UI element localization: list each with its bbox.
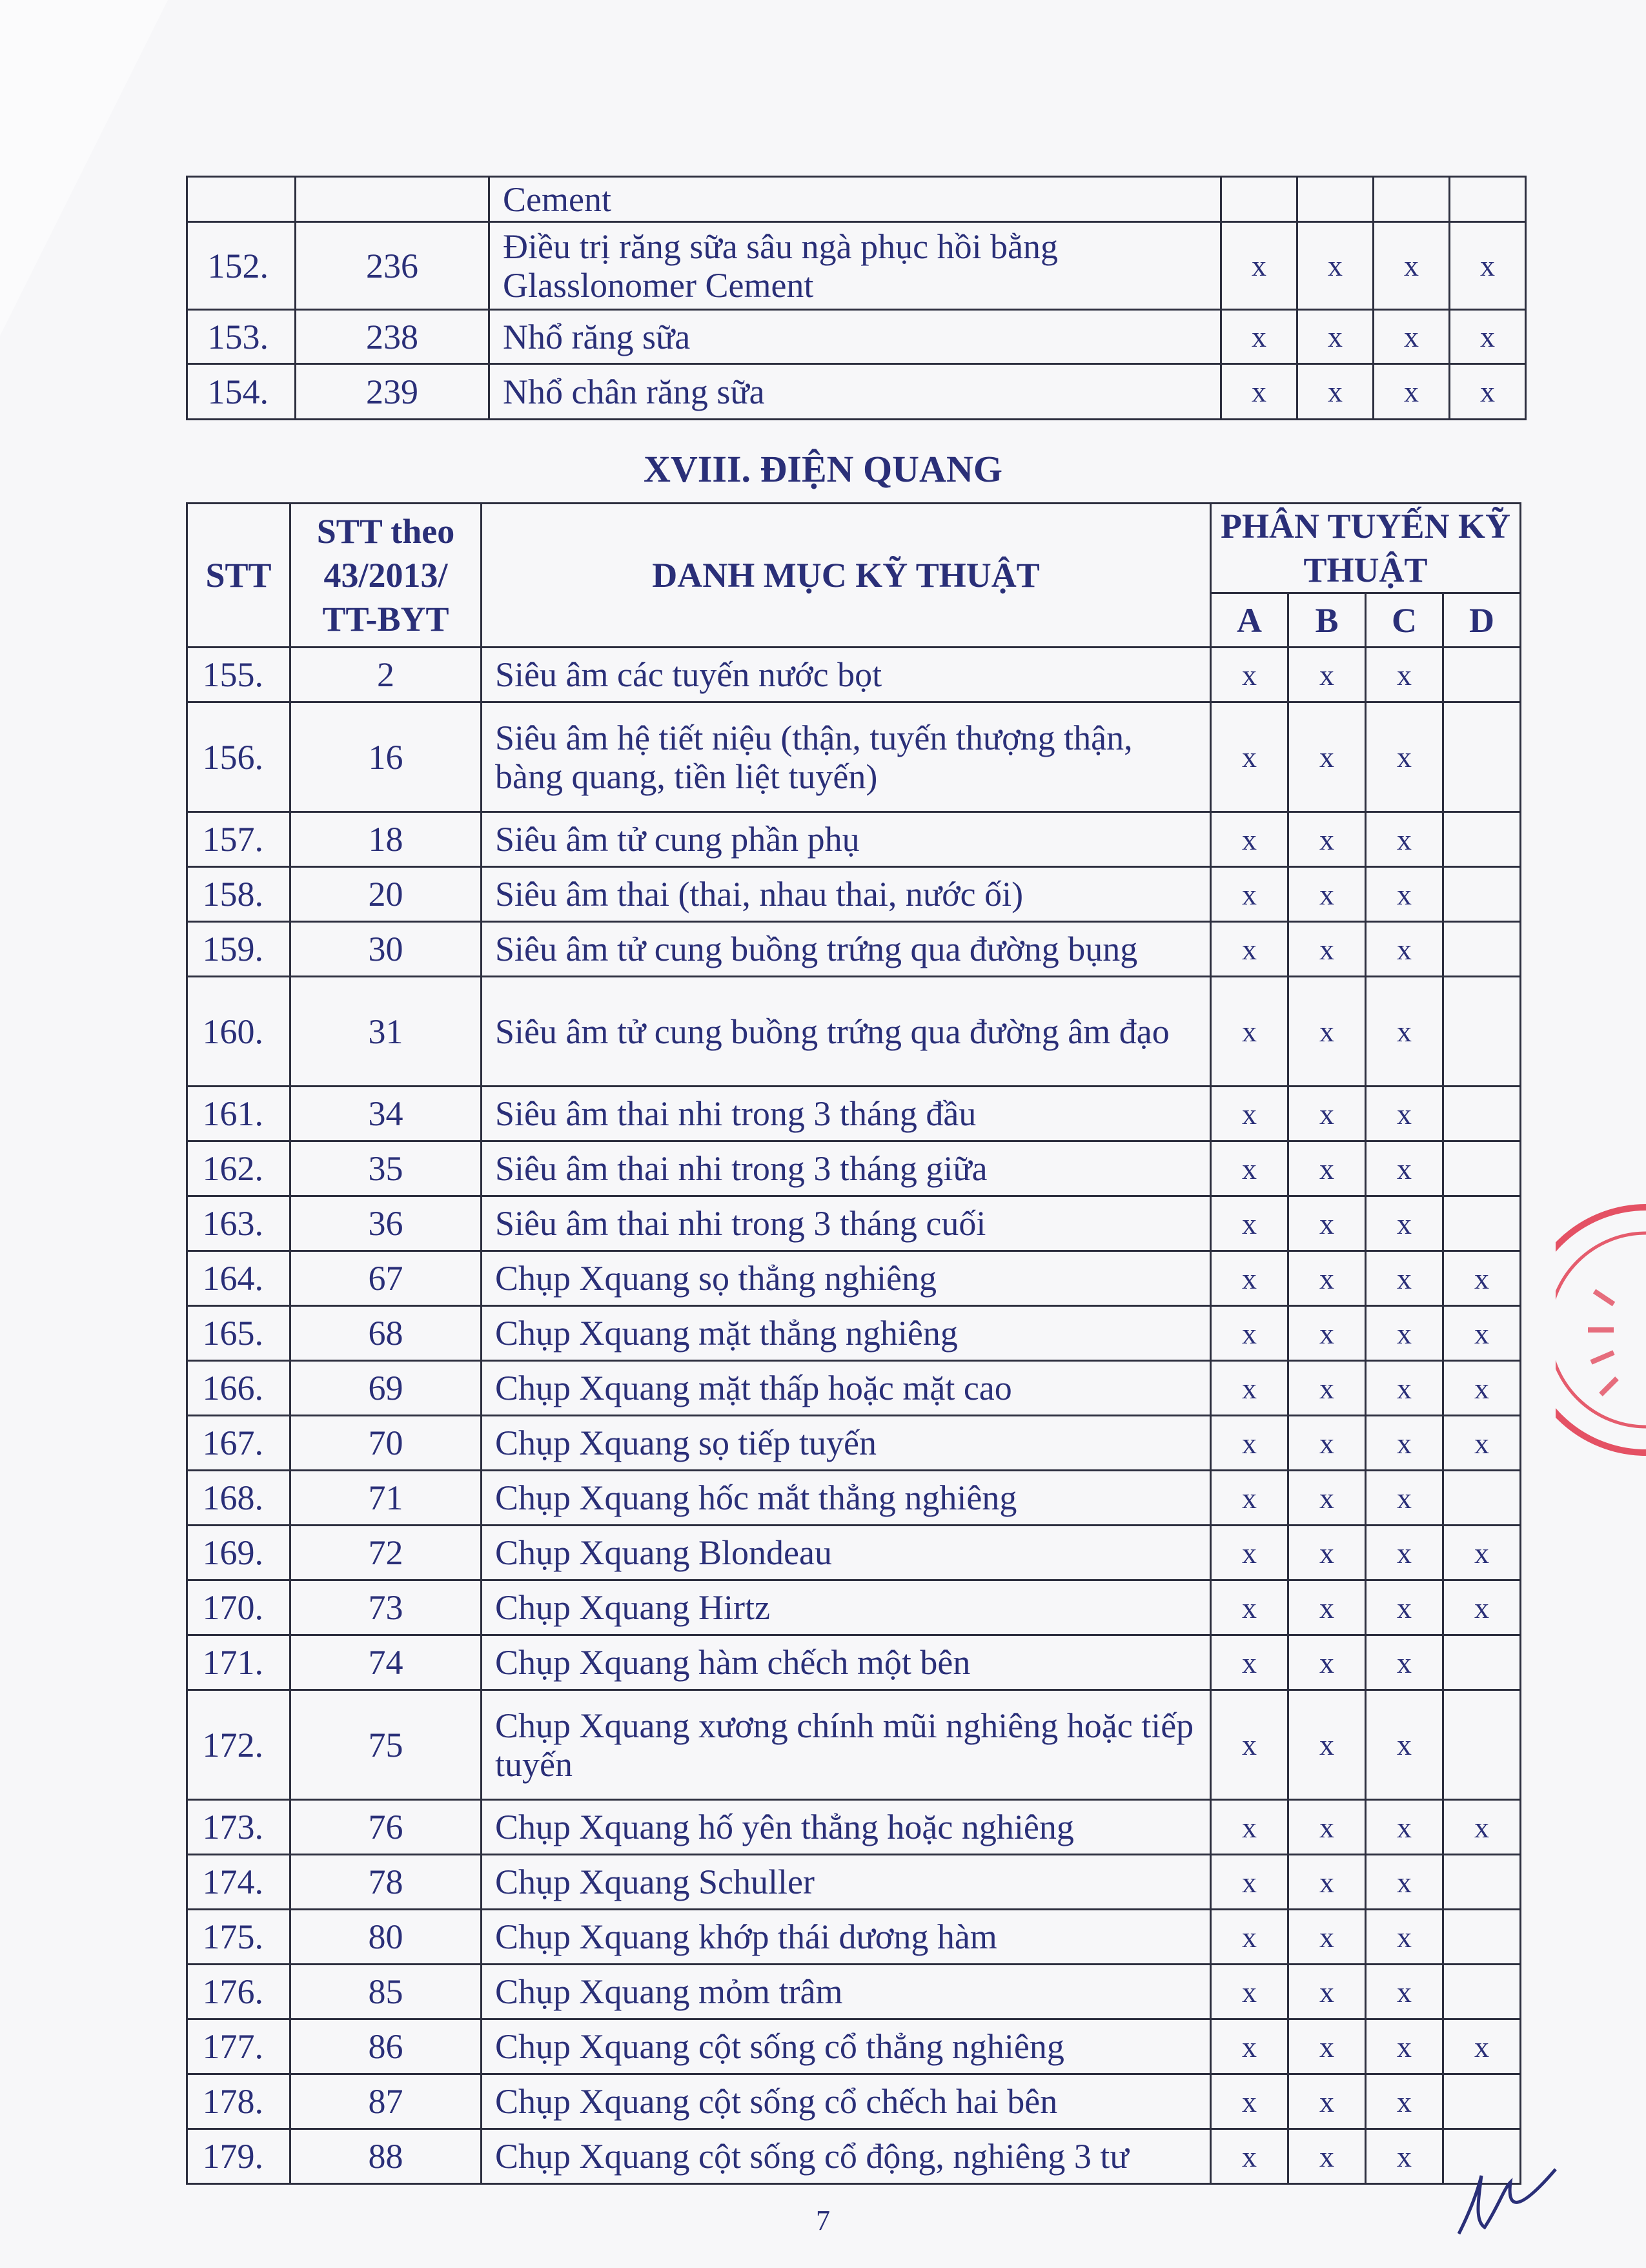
technique-name: Chụp Xquang mặt thấp hoặc mặt cao (482, 1361, 1211, 1416)
row-number: 175. (187, 1910, 290, 1965)
level-d-mark (1443, 648, 1521, 702)
technique-name: Chụp Xquang hốc mắt thẳng nghiêng (482, 1471, 1211, 1526)
row-number: 162. (187, 1141, 290, 1196)
table-row (187, 1855, 1521, 1910)
level-b-mark: x (1288, 1306, 1366, 1361)
technique-name: Chụp Xquang Hirtz (482, 1580, 1211, 1635)
level-a-mark: x (1211, 1251, 1288, 1306)
level-a-mark: x (1211, 1087, 1288, 1141)
level-c-mark: x (1366, 1910, 1443, 1965)
row-reference: 78 (290, 1855, 482, 1910)
row-number: 158. (187, 867, 290, 922)
technique-table (186, 502, 1521, 2185)
level-a-mark: x (1211, 1141, 1288, 1196)
table-row (187, 2074, 1521, 2129)
level-c-mark: x (1366, 648, 1443, 702)
row-number: 160. (187, 977, 290, 1087)
level-c-mark: x (1366, 1690, 1443, 1800)
header-c: C (1366, 593, 1443, 648)
level-c-mark: x (1366, 1416, 1443, 1471)
level-b-mark: x (1297, 364, 1374, 420)
level-d-mark: x (1450, 310, 1526, 364)
level-b-mark: x (1288, 1471, 1366, 1526)
header-a: A (1211, 593, 1288, 648)
row-reference: 30 (290, 922, 482, 977)
row-number: 172. (187, 1690, 290, 1800)
technique-name: Siêu âm tử cung buồng trứng qua đường âm đạo (482, 977, 1211, 1087)
row-number: 173. (187, 1800, 290, 1855)
technique-name: Chụp Xquang xương chính mũi nghiêng hoặc tiếp tuyến (482, 1690, 1211, 1800)
header-stt: STT (187, 504, 290, 648)
level-b-mark: x (1288, 1141, 1366, 1196)
row-number: 154. (187, 364, 296, 420)
page-number: 7 (816, 2205, 830, 2236)
table-header (187, 504, 1521, 648)
level-c-mark: x (1366, 1196, 1443, 1251)
row-reference: 73 (290, 1580, 482, 1635)
level-b-mark: x (1288, 1416, 1366, 1471)
level-b-mark: x (1288, 1087, 1366, 1141)
technique-name: Siêu âm thai nhi trong 3 tháng cuối (482, 1196, 1211, 1251)
level-d-mark: x (1443, 1306, 1521, 1361)
row-number: 179. (187, 2129, 290, 2184)
table-row (187, 177, 1526, 222)
level-d-mark: x (1443, 1251, 1521, 1306)
row-reference: 238 (296, 310, 489, 364)
level-d-mark (1443, 812, 1521, 867)
technique-name: Nhổ răng sữa (489, 310, 1221, 364)
table-row (187, 1141, 1521, 1196)
header-ref: STT theo 43/2013/ TT-BYT (290, 504, 482, 648)
level-c-mark: x (1366, 812, 1443, 867)
technique-name: Chụp Xquang cột sống cổ động, nghiêng 3 tư (482, 2129, 1211, 2184)
level-d-mark (1443, 1965, 1521, 2019)
technique-name: Chụp Xquang cột sống cổ chếch hai bên (482, 2074, 1211, 2129)
table-row (187, 1690, 1521, 1800)
level-b-mark: x (1288, 1251, 1366, 1306)
level-a-mark: x (1211, 1910, 1288, 1965)
technique-name: Siêu âm thai nhi trong 3 tháng đầu (482, 1087, 1211, 1141)
row-reference: 80 (290, 1910, 482, 1965)
table-row (187, 1087, 1521, 1141)
level-d-mark (1443, 1471, 1521, 1526)
level-d-mark: x (1450, 364, 1526, 420)
level-b-mark: x (1288, 1580, 1366, 1635)
level-a-mark: x (1211, 867, 1288, 922)
row-reference: 70 (290, 1416, 482, 1471)
row-reference (296, 177, 489, 222)
row-number: 170. (187, 1580, 290, 1635)
level-b-mark: x (1288, 2129, 1366, 2184)
row-reference: 68 (290, 1306, 482, 1361)
level-b-mark: x (1288, 922, 1366, 977)
table-row (187, 1635, 1521, 1690)
level-b-mark (1297, 177, 1374, 222)
level-c-mark: x (1366, 922, 1443, 977)
section-title: XVIII. ĐIỆN QUANG (644, 448, 1002, 490)
technique-name: Siêu âm hệ tiết niệu (thận, tuyến thượng thận, bàng quang, tiền liệt tuyến) (482, 702, 1211, 812)
level-a-mark: x (1211, 1965, 1288, 2019)
level-d-mark (1443, 977, 1521, 1087)
level-c-mark: x (1366, 1965, 1443, 2019)
level-c-mark: x (1374, 222, 1450, 310)
level-c-mark: x (1366, 1800, 1443, 1855)
technique-name: Chụp Xquang hố yên thẳng hoặc nghiêng (482, 1800, 1211, 1855)
level-c-mark: x (1366, 867, 1443, 922)
level-c-mark: x (1374, 364, 1450, 420)
level-a-mark: x (1211, 1855, 1288, 1910)
row-reference: 72 (290, 1526, 482, 1580)
technique-name: Chụp Xquang mặt thẳng nghiêng (482, 1306, 1211, 1361)
level-b-mark: x (1288, 648, 1366, 702)
level-b-mark: x (1288, 2074, 1366, 2129)
row-number: 168. (187, 1471, 290, 1526)
level-c-mark: x (1366, 2019, 1443, 2074)
table-row (187, 702, 1521, 812)
level-c-mark: x (1366, 1471, 1443, 1526)
level-d-mark (1443, 1690, 1521, 1800)
level-a-mark: x (1221, 310, 1297, 364)
table-row (187, 977, 1521, 1087)
level-b-mark: x (1288, 812, 1366, 867)
page-corner-fold (0, 0, 168, 336)
table-row (187, 1416, 1521, 1471)
level-a-mark: x (1211, 2019, 1288, 2074)
level-a-mark (1221, 177, 1297, 222)
row-reference: 36 (290, 1196, 482, 1251)
row-reference: 31 (290, 977, 482, 1087)
row-number: 155. (187, 648, 290, 702)
level-a-mark: x (1211, 1196, 1288, 1251)
level-a-mark: x (1211, 1471, 1288, 1526)
table-row (187, 812, 1521, 867)
level-c-mark: x (1366, 2129, 1443, 2184)
row-number: 176. (187, 1965, 290, 2019)
level-a-mark: x (1211, 977, 1288, 1087)
row-number: 152. (187, 222, 296, 310)
technique-name: Siêu âm tử cung phần phụ (482, 812, 1211, 867)
level-c-mark: x (1366, 1306, 1443, 1361)
table-body (187, 648, 1521, 2184)
header-group: PHÂN TUYẾN KỸ THUẬT (1211, 504, 1521, 593)
level-b-mark: x (1288, 1635, 1366, 1690)
row-number: 174. (187, 1855, 290, 1910)
row-reference: 74 (290, 1635, 482, 1690)
row-number: 178. (187, 2074, 290, 2129)
red-seal-stamp (1556, 1194, 1646, 1466)
level-a-mark: x (1221, 222, 1297, 310)
continued-table (186, 176, 1527, 420)
level-d-mark: x (1443, 2019, 1521, 2074)
row-reference: 71 (290, 1471, 482, 1526)
row-reference: 18 (290, 812, 482, 867)
technique-name: Nhổ chân răng sữa (489, 364, 1221, 420)
row-reference: 86 (290, 2019, 482, 2074)
row-reference: 85 (290, 1965, 482, 2019)
header-name: DANH MỤC KỸ THUẬT (482, 504, 1211, 648)
level-c-mark: x (1366, 1635, 1443, 1690)
row-number: 153. (187, 310, 296, 364)
continued-table-body (187, 177, 1526, 420)
level-b-mark: x (1288, 1361, 1366, 1416)
technique-name: Chụp Xquang mỏm trâm (482, 1965, 1211, 2019)
level-a-mark: x (1221, 364, 1297, 420)
row-number: 165. (187, 1306, 290, 1361)
row-number: 166. (187, 1361, 290, 1416)
level-a-mark: x (1211, 2074, 1288, 2129)
row-number: 177. (187, 2019, 290, 2074)
header-b: B (1288, 593, 1366, 648)
table-row (187, 867, 1521, 922)
level-b-mark: x (1297, 222, 1374, 310)
level-b-mark: x (1297, 310, 1374, 364)
level-d-mark (1443, 922, 1521, 977)
row-reference: 20 (290, 867, 482, 922)
level-a-mark: x (1211, 1635, 1288, 1690)
row-number: 164. (187, 1251, 290, 1306)
level-d-mark (1443, 1635, 1521, 1690)
signature-mark (1446, 2163, 1562, 2240)
level-d-mark: x (1443, 1800, 1521, 1855)
level-d-mark (1443, 1910, 1521, 1965)
level-b-mark: x (1288, 1526, 1366, 1580)
level-c-mark: x (1366, 977, 1443, 1087)
level-b-mark: x (1288, 1800, 1366, 1855)
level-b-mark: x (1288, 1910, 1366, 1965)
level-b-mark: x (1288, 1196, 1366, 1251)
level-c-mark: x (1366, 1580, 1443, 1635)
table-row (187, 364, 1526, 420)
level-a-mark: x (1211, 2129, 1288, 2184)
level-d-mark: x (1443, 1526, 1521, 1580)
table-row (187, 2019, 1521, 2074)
table-row (187, 1910, 1521, 1965)
level-d-mark: x (1443, 1416, 1521, 1471)
table-row (187, 648, 1521, 702)
table-row (187, 1965, 1521, 2019)
level-a-mark: x (1211, 1416, 1288, 1471)
level-c-mark: x (1366, 1361, 1443, 1416)
technique-name: Siêu âm tử cung buồng trứng qua đường bụng (482, 922, 1211, 977)
technique-name: Siêu âm các tuyến nước bọt (482, 648, 1211, 702)
row-reference: 239 (296, 364, 489, 420)
level-d-mark: x (1450, 222, 1526, 310)
level-d-mark (1443, 867, 1521, 922)
level-c-mark: x (1366, 702, 1443, 812)
level-c-mark (1374, 177, 1450, 222)
level-d-mark (1443, 1196, 1521, 1251)
row-number: 167. (187, 1416, 290, 1471)
level-a-mark: x (1211, 1306, 1288, 1361)
technique-name: Chụp Xquang Blondeau (482, 1526, 1211, 1580)
table-row (187, 310, 1526, 364)
technique-name: Chụp Xquang cột sống cổ thẳng nghiêng (482, 2019, 1211, 2074)
table-row (187, 1800, 1521, 1855)
level-a-mark: x (1211, 702, 1288, 812)
row-reference: 69 (290, 1361, 482, 1416)
level-b-mark: x (1288, 977, 1366, 1087)
row-number (187, 177, 296, 222)
table-row (187, 1361, 1521, 1416)
level-a-mark: x (1211, 1580, 1288, 1635)
table-row (187, 1526, 1521, 1580)
row-number: 163. (187, 1196, 290, 1251)
row-reference: 2 (290, 648, 482, 702)
level-c-mark: x (1374, 310, 1450, 364)
table-row (187, 1251, 1521, 1306)
technique-name: Điều trị răng sữa sâu ngà phục hồi bằng Glasslonomer Cement (489, 222, 1221, 310)
level-b-mark: x (1288, 702, 1366, 812)
level-c-mark: x (1366, 1251, 1443, 1306)
row-number: 169. (187, 1526, 290, 1580)
level-a-mark: x (1211, 1526, 1288, 1580)
table-row (187, 1471, 1521, 1526)
row-reference: 87 (290, 2074, 482, 2129)
technique-name: Chụp Xquang sọ tiếp tuyến (482, 1416, 1211, 1471)
level-b-mark: x (1288, 2019, 1366, 2074)
level-a-mark: x (1211, 1361, 1288, 1416)
technique-name: Chụp Xquang sọ thẳng nghiêng (482, 1251, 1211, 1306)
level-c-mark: x (1366, 1087, 1443, 1141)
level-d-mark: x (1443, 1580, 1521, 1635)
level-d-mark (1443, 702, 1521, 812)
level-b-mark: x (1288, 1690, 1366, 1800)
row-number: 159. (187, 922, 290, 977)
table-row (187, 1580, 1521, 1635)
level-d-mark (1443, 1141, 1521, 1196)
table-row (187, 1306, 1521, 1361)
level-d-mark (1443, 1087, 1521, 1141)
table-row (187, 922, 1521, 977)
level-a-mark: x (1211, 812, 1288, 867)
row-reference: 75 (290, 1690, 482, 1800)
row-number: 161. (187, 1087, 290, 1141)
technique-name: Siêu âm thai (thai, nhau thai, nước ối) (482, 867, 1211, 922)
level-b-mark: x (1288, 1855, 1366, 1910)
technique-name: Siêu âm thai nhi trong 3 tháng giữa (482, 1141, 1211, 1196)
level-d-mark (1450, 177, 1526, 222)
technique-name: Chụp Xquang hàm chếch một bên (482, 1635, 1211, 1690)
level-b-mark: x (1288, 867, 1366, 922)
level-c-mark: x (1366, 1855, 1443, 1910)
level-a-mark: x (1211, 1800, 1288, 1855)
level-d-mark (1443, 1855, 1521, 1910)
technique-name: Chụp Xquang khớp thái dương hàm (482, 1910, 1211, 1965)
header-d: D (1443, 593, 1521, 648)
level-c-mark: x (1366, 1526, 1443, 1580)
level-c-mark: x (1366, 1141, 1443, 1196)
level-a-mark: x (1211, 922, 1288, 977)
level-b-mark: x (1288, 1965, 1366, 2019)
row-reference: 67 (290, 1251, 482, 1306)
level-a-mark: x (1211, 1690, 1288, 1800)
row-reference: 34 (290, 1087, 482, 1141)
table-row (187, 1196, 1521, 1251)
level-a-mark: x (1211, 648, 1288, 702)
technique-name: Chụp Xquang Schuller (482, 1855, 1211, 1910)
row-number: 171. (187, 1635, 290, 1690)
row-reference: 236 (296, 222, 489, 310)
row-reference: 76 (290, 1800, 482, 1855)
level-d-mark (1443, 2074, 1521, 2129)
table-row (187, 222, 1526, 310)
table-row (187, 2129, 1521, 2184)
level-c-mark: x (1366, 2074, 1443, 2129)
row-reference: 35 (290, 1141, 482, 1196)
row-number: 156. (187, 702, 290, 812)
row-number: 157. (187, 812, 290, 867)
technique-name: Cement (489, 177, 1221, 222)
level-d-mark: x (1443, 1361, 1521, 1416)
row-reference: 16 (290, 702, 482, 812)
row-reference: 88 (290, 2129, 482, 2184)
